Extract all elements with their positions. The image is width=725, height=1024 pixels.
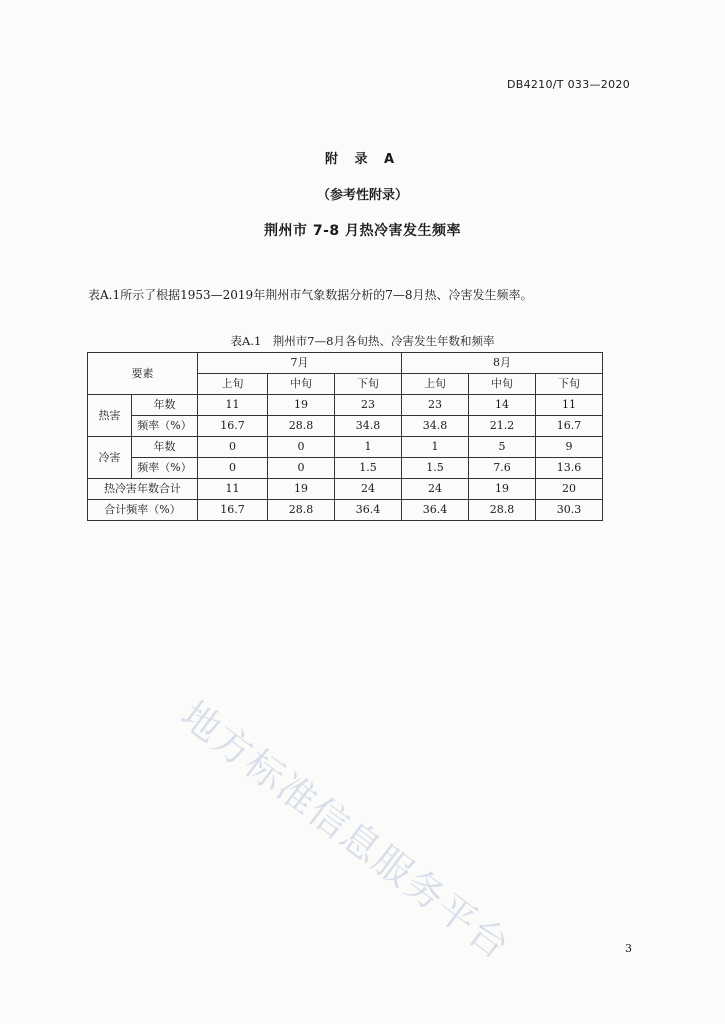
month-header-july: 7月 <box>198 353 402 374</box>
table-cell: 16.7 <box>198 416 268 437</box>
table-cell: 16.7 <box>198 500 268 521</box>
table-cell: 1 <box>335 437 402 458</box>
table-cell: 11 <box>198 395 268 416</box>
frequency-table <box>87 352 603 521</box>
period-header: 下旬 <box>536 374 603 395</box>
table-row <box>88 500 603 521</box>
table-cell: 30.3 <box>536 500 603 521</box>
table-cell: 7.6 <box>469 458 536 479</box>
table-cell: 0 <box>198 437 268 458</box>
table-cell: 1 <box>402 437 469 458</box>
table-cell: 19 <box>268 479 335 500</box>
table-row <box>88 437 603 458</box>
document-code: DB4210/T 033—2020 <box>506 78 630 91</box>
table-cell: 28.8 <box>268 500 335 521</box>
table-cell: 19 <box>268 395 335 416</box>
row-label: 热冷害年数合计 <box>88 479 198 500</box>
table-cell: 28.8 <box>268 416 335 437</box>
table-cell: 0 <box>198 458 268 479</box>
table-cell: 11 <box>198 479 268 500</box>
table-cell: 21.2 <box>469 416 536 437</box>
watermark-text: 地方标准信息服务平台 <box>172 692 519 969</box>
table-cell: 9 <box>536 437 603 458</box>
period-header: 中旬 <box>268 374 335 395</box>
table-cell: 14 <box>469 395 536 416</box>
table-cell: 24 <box>335 479 402 500</box>
table-cell: 13.6 <box>536 458 603 479</box>
row-label: 年数 <box>132 437 198 458</box>
row-label: 频率（%） <box>132 416 198 437</box>
table-cell: 34.8 <box>402 416 469 437</box>
table-cell: 0 <box>268 458 335 479</box>
table-cell: 0 <box>268 437 335 458</box>
period-header: 上旬 <box>402 374 469 395</box>
table-cell: 5 <box>469 437 536 458</box>
table-cell: 28.8 <box>469 500 536 521</box>
table-cell: 16.7 <box>536 416 603 437</box>
appendix-type: （参考性附录） <box>316 188 408 203</box>
table-cell: 23 <box>335 395 402 416</box>
appendix-title: 附 录 A <box>324 152 401 167</box>
period-header: 中旬 <box>469 374 536 395</box>
table-cell: 11 <box>536 395 603 416</box>
row-label: 频率（%） <box>132 458 198 479</box>
row-label: 年数 <box>132 395 198 416</box>
table-row <box>88 479 603 500</box>
table-row <box>88 395 603 416</box>
period-header: 上旬 <box>198 374 268 395</box>
table-corner-cell: 要素 <box>88 353 198 395</box>
intro-paragraph: 表A.1所示了根据1953—2019年荆州市气象数据分析的7—8月热、冷害发生频率。 <box>88 288 533 302</box>
page-number: 3 <box>625 942 632 955</box>
table-row <box>88 458 603 479</box>
group-label-heat: 热害 <box>88 395 132 437</box>
table-row <box>88 416 603 437</box>
period-header: 下旬 <box>335 374 402 395</box>
month-header-august: 8月 <box>402 353 603 374</box>
group-label-cold: 冷害 <box>88 437 132 479</box>
row-label: 合计频率（%） <box>88 500 198 521</box>
table-header-row-months <box>88 353 603 374</box>
table-caption: 表A.1 荆州市7—8月各旬热、冷害发生年数和频率 <box>230 334 495 348</box>
appendix-heading: 荆州市 7-8 月热冷害发生频率 <box>263 223 462 239</box>
table-cell: 23 <box>402 395 469 416</box>
table-cell: 34.8 <box>335 416 402 437</box>
table-cell: 1.5 <box>402 458 469 479</box>
table-cell: 1.5 <box>335 458 402 479</box>
table-cell: 20 <box>536 479 603 500</box>
table-cell: 36.4 <box>335 500 402 521</box>
table-cell: 24 <box>402 479 469 500</box>
table-cell: 36.4 <box>402 500 469 521</box>
table-cell: 19 <box>469 479 536 500</box>
